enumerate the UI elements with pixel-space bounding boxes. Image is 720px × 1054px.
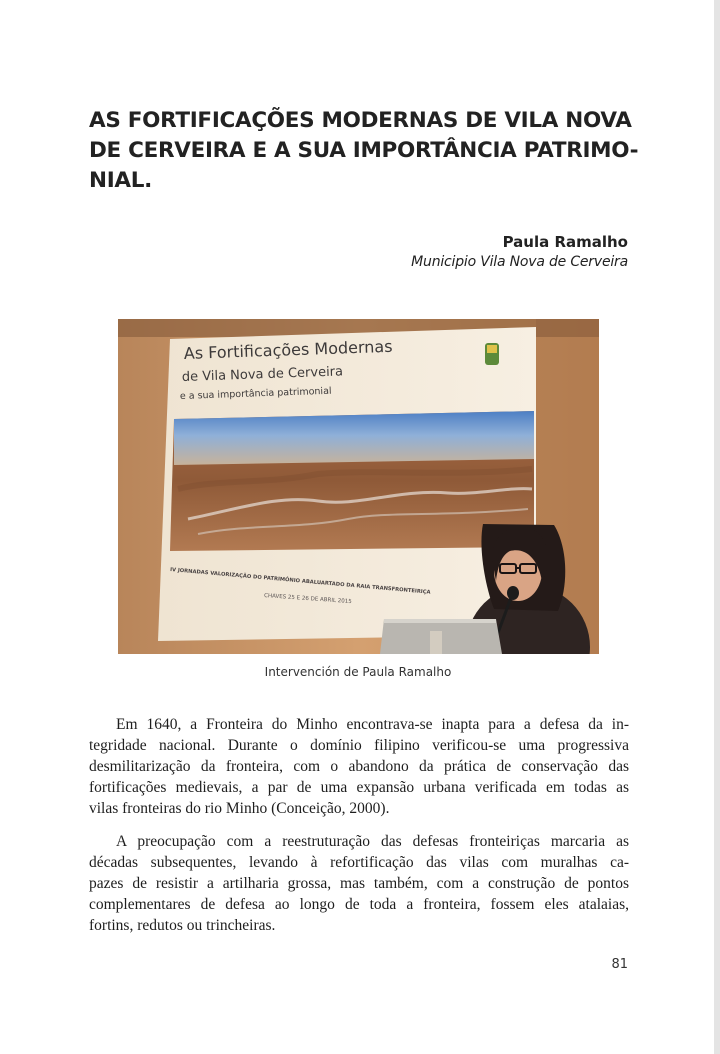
text-line: A preocupação com a reestruturação das defesas fronteiriças marcaria as bbox=[116, 833, 629, 850]
page-number: 81 bbox=[611, 957, 628, 972]
text-line: fortificações medievais, a par de uma expansão urbana verificada em todas as bbox=[89, 779, 629, 796]
body-paragraph-2 bbox=[89, 831, 629, 936]
slide-event: IV JORNADAS VALORIZAÇÃO DO PATRIMÓNIO ABALUARTADO DA RAIA TRANSFRONTEIRIÇA bbox=[169, 567, 431, 596]
title-line: DE CERVEIRA E A SUA IMPORTÂNCIA PATRIMO- bbox=[89, 138, 639, 163]
text-line: complementares de defesa ao longo de toda a fronteira, fossem eles atalaias, bbox=[89, 896, 629, 913]
text-line: décadas subsequentes, levando à refortificação das vilas com muralhas ca- bbox=[89, 854, 629, 871]
photo-caption: Intervención de Paula Ramalho bbox=[264, 665, 452, 679]
slide-date: CHAVES 25 E 26 DE ABRIL 2015 bbox=[263, 593, 352, 606]
slide-title-line: de Vila Nova de Cerveira bbox=[181, 364, 344, 385]
text-line: desmilitarização da fronteira, com o abandono da prática de conservação das bbox=[89, 758, 629, 775]
author-block bbox=[411, 232, 628, 272]
title-line: AS FORTIFICAÇÕES MODERNAS DE VILA NOVA bbox=[89, 108, 632, 133]
text-line: vilas fronteiras do rio Minho (Conceição, 2000). bbox=[89, 800, 390, 817]
body-paragraph-1 bbox=[89, 714, 629, 819]
title-line: NIAL. bbox=[89, 168, 153, 193]
text-line: tegridade nacional. Durante o domínio filipino verificou-se uma progressiva bbox=[89, 737, 629, 754]
author-name: Paula Ramalho bbox=[502, 233, 628, 251]
slide-title-line: As Fortificações Modernas bbox=[183, 336, 393, 363]
slide-subtitle: e a sua importância patrimonial bbox=[179, 385, 332, 402]
article-title bbox=[89, 106, 639, 196]
text-line: fortins, redutos ou trincheiras. bbox=[89, 917, 276, 934]
text-line: pazes de resistir a artilharia grossa, mas também, com a construção de pontos bbox=[89, 875, 629, 892]
conference-photo-graphic bbox=[118, 319, 599, 654]
page-edge bbox=[714, 0, 720, 1054]
conference-photo bbox=[118, 319, 599, 654]
text-line: Em 1640, a Fronteira do Minho encontrava-se inapta para a defesa da in- bbox=[116, 716, 629, 733]
author-affiliation: Municipio Vila Nova de Cerveira bbox=[411, 254, 628, 270]
